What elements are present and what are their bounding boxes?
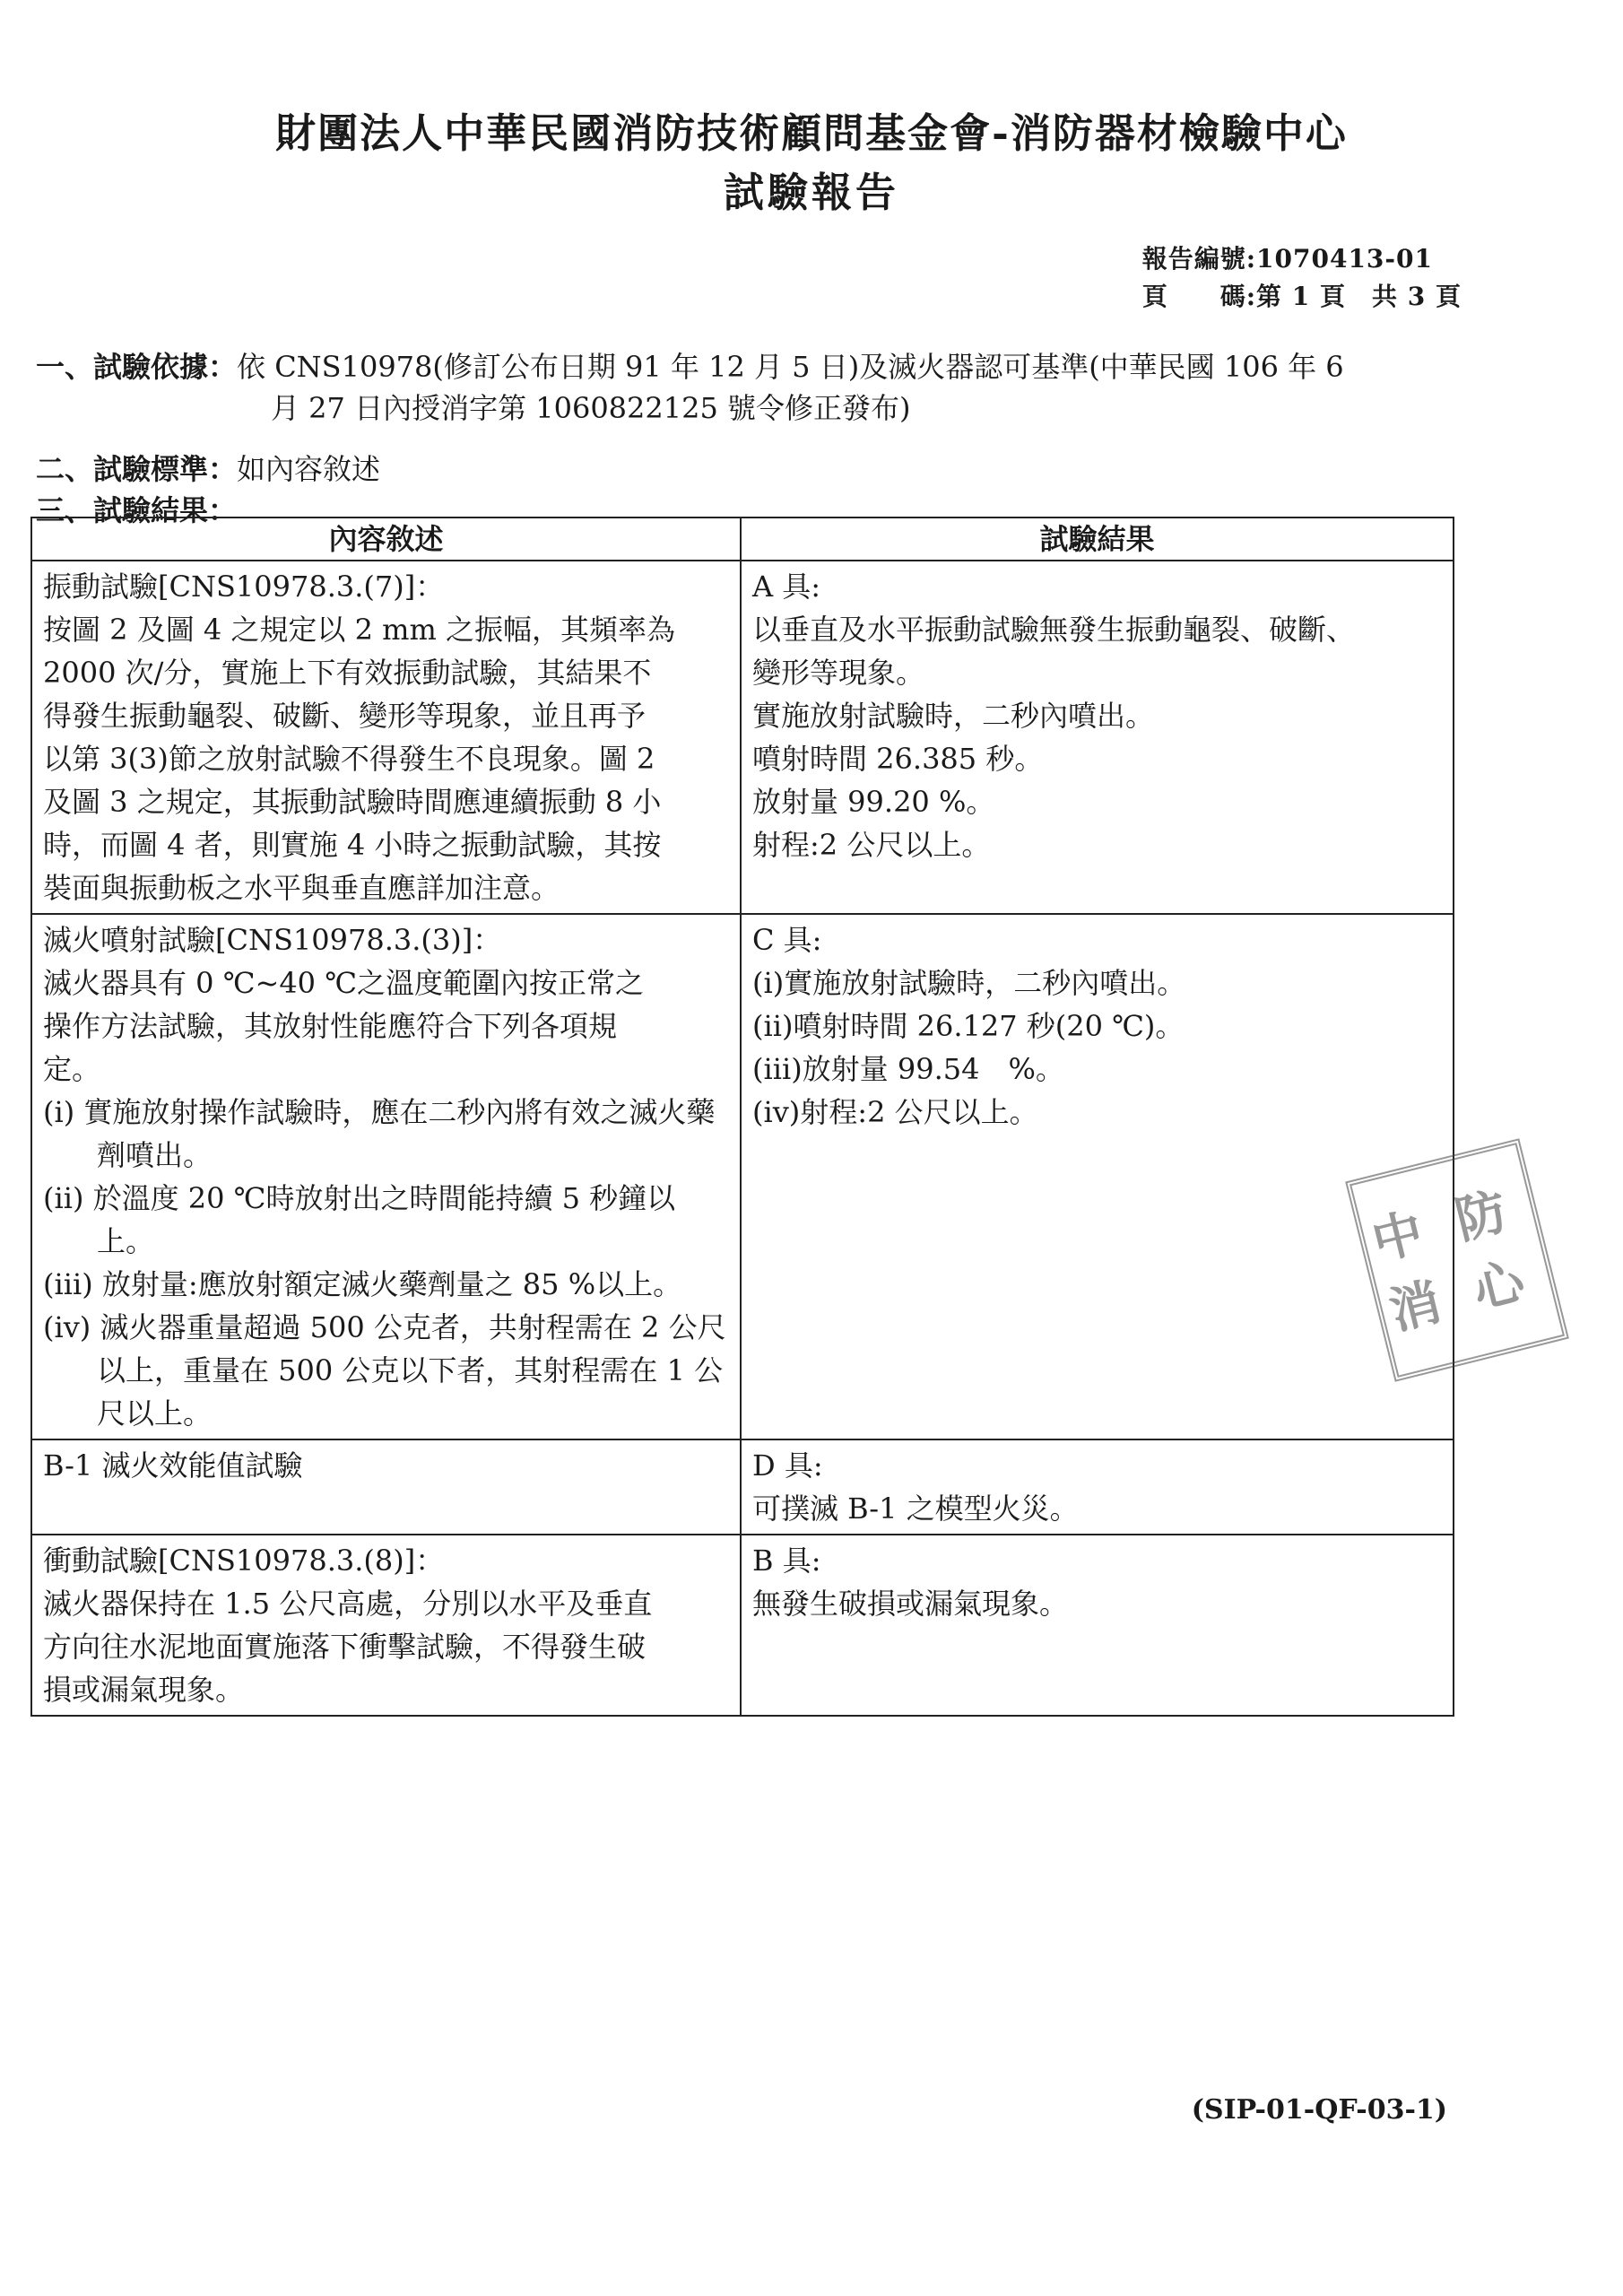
- section-test-basis-label: 一、試驗依據：: [36, 350, 238, 384]
- result-line: (i)實施放射試驗時，二秒內噴出。: [752, 966, 1186, 1000]
- result-line: 無發生破損或漏氣現象。: [752, 1587, 1069, 1621]
- desc-line: 以第 3(3)節之放射試驗不得發生不良現象。圖 2: [43, 742, 655, 776]
- section-test-standard-label: 二、試驗標準：: [36, 452, 238, 486]
- result-line: 噴射時間 26.385 秒。: [752, 742, 1044, 776]
- page-number: 第 1 頁 共 3 頁: [1256, 282, 1462, 311]
- stamp-char: 心: [1467, 1250, 1531, 1321]
- desc-line: 方向往水泥地面實施落下衝擊試驗，不得發生破: [43, 1630, 647, 1664]
- result-line: 以垂直及水平振動試驗無發生振動龜裂、破斷、: [752, 613, 1356, 647]
- result-line: (iii)放射量 99.54 %。: [752, 1052, 1064, 1086]
- form-code: (SIP-01-QF-03-1): [1191, 2094, 1447, 2126]
- result-title: A 具:: [752, 570, 821, 604]
- desc-line: 裝面與振動板之水平與垂直應詳加注意。: [43, 871, 560, 905]
- table-row: [31, 1535, 1454, 1716]
- table-row: [31, 561, 1454, 914]
- result-line: 實施放射試驗時，二秒內噴出。: [752, 699, 1155, 733]
- row-description: [31, 1439, 741, 1535]
- desc-line: 得發生振動龜裂、破斷、變形等現象，並且再予: [43, 699, 647, 733]
- page-number-label: 頁 碼:: [1141, 282, 1257, 311]
- section-test-standard-value: 如內容敘述: [237, 452, 381, 486]
- row-description: [31, 914, 741, 1439]
- desc-line: 按圖 2 及圖 4 之規定以 2 mm 之振幅，其頻率為: [43, 613, 675, 647]
- section-test-basis-line2: 月 27 日內授消字第 1060822125 號令修正發布): [271, 391, 911, 425]
- desc-line: 滅火器保持在 1.5 公尺高處，分別以水平及垂直: [43, 1587, 653, 1621]
- org-title: 財團法人中華民國消防技術顧問基金會-消防器材檢驗中心: [275, 109, 1348, 157]
- desc-item: (iii) 放射量:應放射額定滅火藥劑量之 85 %以上。: [43, 1267, 682, 1301]
- report-meta: [1142, 240, 1462, 316]
- result-line: (iv)射程:2 公尺以上。: [752, 1095, 1038, 1129]
- stamp-char: 防: [1449, 1181, 1514, 1251]
- report-number: 1070413-01: [1256, 244, 1433, 274]
- desc-title: B-1 滅火效能值試驗: [43, 1448, 303, 1483]
- result-title: D 具:: [752, 1448, 823, 1483]
- section-test-results-label: 三、試驗結果：: [36, 493, 238, 527]
- section-test-basis: [36, 346, 1435, 429]
- results-table: [30, 517, 1454, 1717]
- result-line: 放射量 99.20 %。: [752, 785, 995, 819]
- desc-line: 操作方法試驗，其放射性能應符合下列各項規: [43, 1009, 618, 1043]
- row-result: [741, 1439, 1454, 1535]
- desc-item: (ii) 於溫度 20 ℃時放射出之時間能持續 5 秒鐘以上。: [43, 1181, 676, 1258]
- row-result: [741, 914, 1454, 1439]
- desc-line: 2000 次/分，實施上下有效振動試驗，其結果不: [43, 656, 652, 690]
- report-number-label: 報告編號:: [1141, 244, 1257, 274]
- table-header-row: [31, 517, 1454, 561]
- stamp-char: 中: [1366, 1202, 1429, 1273]
- desc-title: 衝動試驗[CNS10978.3.(8)]：: [43, 1544, 445, 1578]
- desc-line: 損或漏氣現象。: [43, 1673, 245, 1707]
- report-title: 試驗報告: [723, 169, 899, 216]
- table-row: [31, 1439, 1454, 1535]
- desc-title: 滅火噴射試驗[CNS10978.3.(3)]：: [43, 923, 502, 957]
- row-result: [741, 1535, 1454, 1716]
- desc-line: 滅火器具有 0 ℃~40 ℃之溫度範圍內按正常之: [43, 966, 645, 1000]
- row-description: [31, 1535, 741, 1716]
- result-title: C 具:: [752, 923, 822, 957]
- header-result: 試驗結果: [741, 517, 1454, 561]
- stamp-char: 消: [1384, 1272, 1447, 1342]
- report-number-row: [1142, 240, 1462, 278]
- table-row: [31, 914, 1454, 1439]
- desc-line: 定。: [43, 1052, 101, 1086]
- row-description: [31, 561, 741, 914]
- result-line: 射程:2 公尺以上。: [752, 828, 991, 862]
- page-number-row: [1142, 278, 1462, 316]
- section-test-standard: [36, 448, 380, 490]
- result-title: B 具:: [752, 1544, 821, 1578]
- header-description: 內容敘述: [31, 517, 741, 561]
- result-line: 變形等現象。: [752, 656, 925, 690]
- desc-title: 振動試驗[CNS10978.3.(7)]：: [43, 570, 445, 604]
- result-line: (ii)噴射時間 26.127 秒(20 ℃)。: [752, 1009, 1185, 1043]
- desc-item: (i) 實施放射操作試驗時，應在二秒內將有效之滅火藥劑噴出。: [43, 1095, 716, 1172]
- section-test-basis-line1: 依 CNS10978(修訂公布日期 91 年 12 月 5 日)及滅火器認可基準(中華民國 106 年 6: [237, 350, 1344, 384]
- desc-item: (iv) 滅火器重量超過 500 公克者，共射程需在 2 公尺以上，重量在 500 公克以下者，其射程需在 1 公尺以上。: [43, 1310, 726, 1431]
- row-result: [741, 561, 1454, 914]
- desc-line: 時，而圖 4 者，則實施 4 小時之振動試驗，其按: [43, 828, 662, 862]
- desc-line: 及圖 3 之規定，其振動試驗時間應連續振動 8 小: [43, 785, 662, 819]
- result-line: 可撲滅 B-1 之模型火災。: [752, 1492, 1079, 1526]
